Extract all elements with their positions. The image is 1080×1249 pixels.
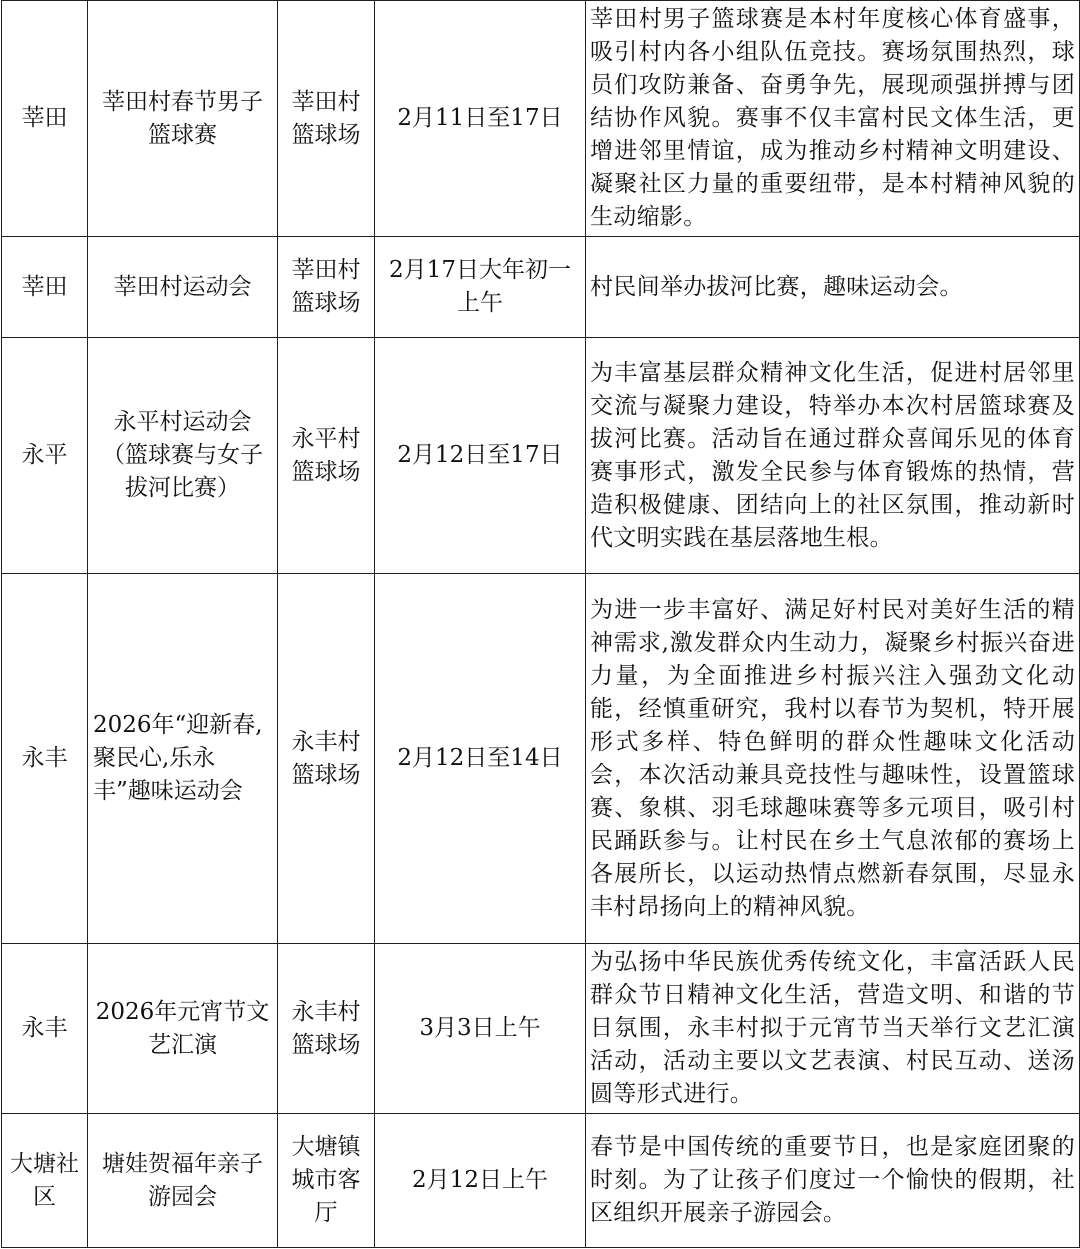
venue-cell: 莘田村篮球场 bbox=[278, 237, 375, 338]
venue-cell: 永平村篮球场 bbox=[278, 338, 375, 574]
venue-cell: 莘田村篮球场 bbox=[278, 1, 375, 237]
event-name-cell: 永平村运动会（篮球赛与女子拔河比赛） bbox=[88, 338, 278, 574]
event-name-cell: 2026年“迎新春,聚民心,乐永丰”趣味运动会 bbox=[88, 574, 278, 944]
venue-cell: 大塘镇城市客厅 bbox=[278, 1114, 375, 1248]
venue-cell: 永丰村篮球场 bbox=[278, 944, 375, 1114]
area-cell: 永丰 bbox=[2, 574, 88, 944]
event-name-cell: 塘娃贺福年亲子游园会 bbox=[88, 1114, 278, 1248]
area-cell: 永平 bbox=[2, 338, 88, 574]
area-cell: 莘田 bbox=[2, 237, 88, 338]
event-name-cell: 莘田村春节男子篮球赛 bbox=[88, 1, 278, 237]
area-cell: 莘田 bbox=[2, 1, 88, 237]
table-row bbox=[2, 237, 1080, 338]
description-cell: 村民间举办拔河比赛，趣味运动会。 bbox=[586, 237, 1080, 338]
table-row bbox=[2, 574, 1080, 944]
description-cell: 莘田村男子篮球赛是本村年度核心体育盛事，吸引村内各小组队伍竞技。赛场氛围热烈，球员们攻防兼备、奋勇争先，展现顽强拼搏与团结协作风貌。赛事不仅丰富村民文体生活，更增进邻里情谊，成为推动乡村精神文明建设、凝聚社区力量的重要纽带，是本村精神风貌的生动缩影。 bbox=[586, 1, 1080, 237]
description-cell: 春节是中国传统的重要节日，也是家庭团聚的时刻。为了让孩子们度过一个愉快的假期，社区组织开展亲子游园会。 bbox=[586, 1114, 1080, 1248]
description-cell: 为丰富基层群众精神文化生活，促进村居邻里交流与凝聚力建设，特举办本次村居篮球赛及拔河比赛。活动旨在通过群众喜闻乐见的体育赛事形式，激发全民参与体育锻炼的热情，营造积极健康、团结向上的社区氛围，推动新时代文明实践在基层落地生根。 bbox=[586, 338, 1080, 574]
date-cell: 2月17日大年初一上午 bbox=[375, 237, 586, 338]
venue-cell: 永丰村篮球场 bbox=[278, 574, 375, 944]
event-name-cell: 2026年元宵节文艺汇演 bbox=[88, 944, 278, 1114]
description-cell: 为进一步丰富好、满足好村民对美好生活的精神需求,激发群众内生动力，凝聚乡村振兴奋进力量，为全面推进乡村振兴注入强劲文化动能，经慎重研究，我村以春节为契机，特开展形式多样、特色鲜明的群众性趣味文化活动会，本次活动兼具竞技性与趣味性，设置篮球赛、象棋、羽毛球趣味赛等多元项目，吸引村民踊跃参与。让村民在乡土气息浓郁的赛场上各展所长，以运动热情点燃新春氛围，尽显永丰村昂扬向上的精神风貌。 bbox=[586, 574, 1080, 944]
table-row bbox=[2, 944, 1080, 1114]
date-cell: 2月12日至17日 bbox=[375, 338, 586, 574]
event-name-cell: 莘田村运动会 bbox=[88, 237, 278, 338]
description-cell: 为弘扬中华民族优秀传统文化，丰富活跃人民群众节日精神文化生活，营造文明、和谐的节日氛围，永丰村拟于元宵节当天举行文艺汇演活动，活动主要以文艺表演、村民互动、送汤圆等形式进行。 bbox=[586, 944, 1080, 1114]
table-row bbox=[2, 338, 1080, 574]
area-cell: 永丰 bbox=[2, 944, 88, 1114]
date-cell: 3月3日上午 bbox=[375, 944, 586, 1114]
events-table bbox=[1, 0, 1080, 1248]
date-cell: 2月11日至17日 bbox=[375, 1, 586, 237]
date-cell: 2月12日至14日 bbox=[375, 574, 586, 944]
date-cell: 2月12日上午 bbox=[375, 1114, 586, 1248]
table-row bbox=[2, 1114, 1080, 1248]
table-row bbox=[2, 1, 1080, 237]
area-cell: 大塘社区 bbox=[2, 1114, 88, 1248]
